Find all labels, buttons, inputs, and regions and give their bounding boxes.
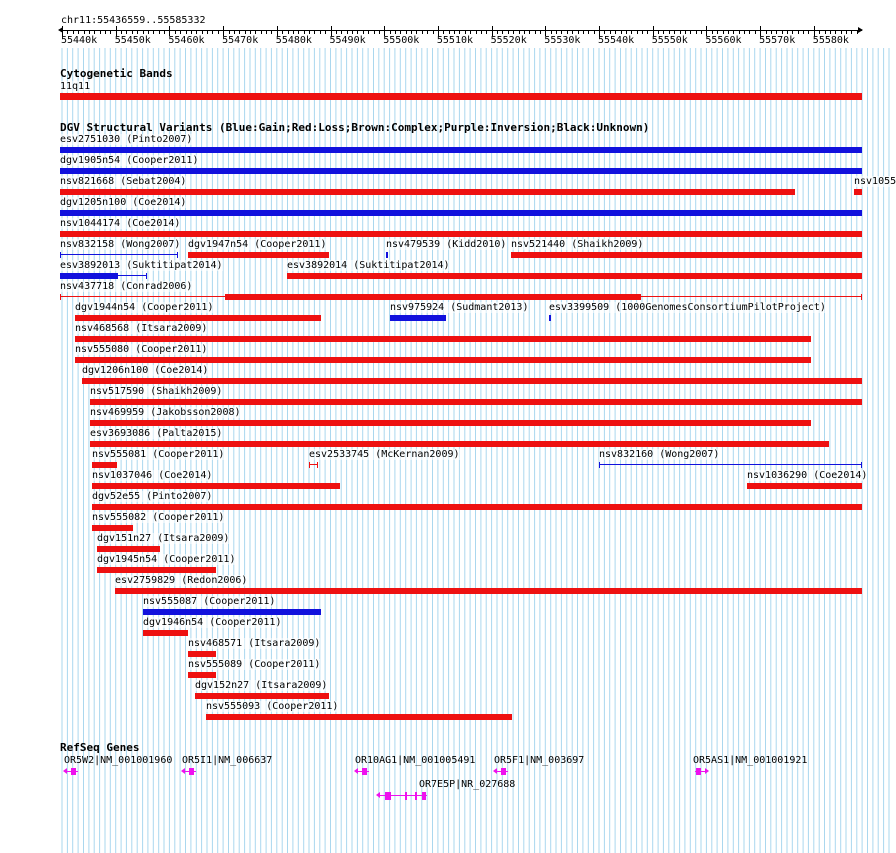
- variant-bar[interactable]: [90, 420, 811, 426]
- variant-label[interactable]: esv3892014 (Suktitipat2014): [287, 260, 450, 271]
- ruler-minor-tick: [196, 31, 197, 34]
- variant-label[interactable]: nsv1044174 (Coe2014): [60, 218, 181, 229]
- ruler-minor-tick: [696, 31, 697, 34]
- gene-label[interactable]: OR5I1|NM_006637: [182, 755, 273, 766]
- variant-bar[interactable]: [60, 210, 862, 216]
- ruler-minor-tick: [637, 31, 638, 34]
- variant-bar[interactable]: [188, 651, 216, 657]
- ruler-minor-tick: [239, 31, 240, 34]
- variant-bar[interactable]: [92, 483, 340, 489]
- ruler-tick-label: 55580k: [812, 35, 849, 46]
- variant-cap: [861, 462, 862, 468]
- ruler-minor-tick: [368, 31, 369, 34]
- variant-cap: [177, 252, 178, 258]
- ruler-minor-tick: [535, 31, 536, 34]
- ruler-minor-tick: [363, 31, 364, 34]
- ruler-tick-label: 55440k: [61, 35, 98, 46]
- ruler-minor-tick: [588, 31, 589, 34]
- ruler-minor-tick: [105, 31, 106, 34]
- ruler-minor-tick: [486, 31, 487, 34]
- ruler-minor-tick: [271, 31, 272, 34]
- gene-arrow-icon: [354, 768, 358, 774]
- ruler-minor-tick: [647, 31, 648, 34]
- variant-label[interactable]: dgv52e55 (Pinto2007): [92, 491, 213, 502]
- variant-bar[interactable]: [60, 273, 118, 279]
- ruler-minor-tick: [803, 31, 804, 34]
- ruler-tick-label: 55550k: [651, 35, 688, 46]
- ruler-minor-tick: [782, 31, 783, 34]
- variant-label[interactable]: nsv437718 (Conrad2006): [60, 281, 193, 292]
- variant-label[interactable]: nsv555082 (Cooper2011): [92, 512, 225, 523]
- variant-bar[interactable]: [60, 254, 178, 255]
- variant-label[interactable]: esv2533745 (McKernan2009): [309, 449, 460, 460]
- ruler-minor-tick: [723, 31, 724, 34]
- ruler-minor-tick: [395, 31, 396, 34]
- ruler-minor-tick: [621, 31, 622, 34]
- variant-label[interactable]: nsv468568 (Itsara2009): [75, 323, 208, 334]
- ruler-minor-tick: [379, 31, 380, 34]
- ruler-minor-tick: [293, 31, 294, 34]
- ruler-tick-label: 55480k: [275, 35, 312, 46]
- ruler-minor-tick: [771, 31, 772, 34]
- ruler-minor-tick: [792, 31, 793, 34]
- variant-label[interactable]: nsv517590 (Shaikh2009): [90, 386, 223, 397]
- ruler-minor-tick: [739, 31, 740, 34]
- variant-label[interactable]: dgv1206n100 (Coe2014): [82, 365, 209, 376]
- ruler-arrow-right-icon: [858, 27, 863, 33]
- ruler-minor-tick: [137, 31, 138, 34]
- variant-label[interactable]: nsv975924 (Sudmant2013): [390, 302, 529, 313]
- ruler-minor-tick: [658, 31, 659, 34]
- variant-label[interactable]: esv2751030 (Pinto2007): [60, 134, 193, 145]
- ruler-minor-tick: [309, 31, 310, 34]
- ruler-minor-tick: [89, 31, 90, 34]
- ruler-minor-tick: [610, 31, 611, 34]
- variant-bar[interactable]: [511, 252, 862, 258]
- ruler-minor-tick: [336, 31, 337, 34]
- ruler-minor-tick: [132, 31, 133, 34]
- ruler-tick-label: 55520k: [490, 35, 527, 46]
- gene-exon[interactable]: [501, 768, 506, 775]
- ruler-minor-tick: [819, 31, 820, 34]
- ruler-minor-tick: [175, 31, 176, 34]
- ruler-minor-tick: [357, 31, 358, 34]
- variant-bar[interactable]: [143, 609, 321, 615]
- variant-bar[interactable]: [206, 714, 512, 720]
- variant-label[interactable]: dgv152n27 (Itsara2009): [195, 680, 328, 691]
- ruler-minor-tick: [540, 31, 541, 34]
- ruler-minor-tick: [100, 31, 101, 34]
- ruler-minor-tick: [835, 31, 836, 34]
- ruler-tick-label: 55470k: [222, 35, 259, 46]
- variant-label[interactable]: nsv555087 (Cooper2011): [143, 596, 276, 607]
- ruler-minor-tick: [465, 31, 466, 34]
- ruler-minor-tick: [416, 31, 417, 34]
- gene-label[interactable]: OR5AS1|NM_001001921: [693, 755, 808, 766]
- gene-arrow-icon: [181, 768, 185, 774]
- ruler-minor-tick: [680, 31, 681, 34]
- ruler-minor-tick: [454, 31, 455, 34]
- variant-bar[interactable]: [92, 504, 862, 510]
- variant-bar[interactable]: [82, 378, 862, 384]
- variant-label[interactable]: esv3693086 (Palta2015): [90, 428, 223, 439]
- variant-bar[interactable]: [225, 294, 641, 300]
- ruler-minor-tick: [470, 31, 471, 34]
- ruler-minor-tick: [755, 31, 756, 34]
- ruler-tick-label: 55450k: [114, 35, 151, 46]
- variant-bar[interactable]: [188, 252, 329, 258]
- variant-bar[interactable]: [386, 252, 388, 258]
- variant-label[interactable]: nsv555093 (Cooper2011): [206, 701, 339, 712]
- ruler-minor-tick: [180, 31, 181, 34]
- variant-label[interactable]: nsv555080 (Cooper2011): [75, 344, 208, 355]
- ruler-minor-tick: [476, 31, 477, 34]
- ruler-minor-tick: [202, 31, 203, 34]
- gene-arrow-icon: [63, 768, 67, 774]
- ruler-minor-tick: [67, 31, 68, 34]
- cytoband-track-title: Cytogenetic Bands: [60, 67, 173, 80]
- ruler-minor-tick: [218, 31, 219, 34]
- ruler-tick-label: 55560k: [705, 35, 742, 46]
- ruler-minor-tick: [674, 31, 675, 34]
- ruler-minor-tick: [212, 31, 213, 34]
- variant-bar[interactable]: [60, 189, 795, 195]
- variant-label[interactable]: nsv468571 (Itsara2009): [188, 638, 321, 649]
- ruler-minor-tick: [143, 31, 144, 34]
- ruler-minor-tick: [325, 31, 326, 34]
- ruler-minor-tick: [320, 31, 321, 34]
- variant-cap: [60, 294, 61, 300]
- variant-cap: [599, 462, 600, 468]
- ruler-minor-tick: [304, 31, 305, 34]
- ruler-minor-tick: [126, 31, 127, 34]
- variant-bar[interactable]: [188, 672, 216, 678]
- ruler-minor-tick: [551, 31, 552, 34]
- ruler-minor-tick: [733, 31, 734, 34]
- cytoband-bar[interactable]: [60, 93, 862, 100]
- ruler-minor-tick: [207, 31, 208, 34]
- ruler-minor-tick: [148, 31, 149, 34]
- variant-bar[interactable]: [60, 231, 862, 237]
- ruler-minor-tick: [298, 31, 299, 34]
- ruler-minor-tick: [626, 31, 627, 34]
- gene-arrow-icon: [705, 768, 709, 774]
- ruler-minor-tick: [94, 31, 95, 34]
- ruler-minor-tick: [411, 31, 412, 34]
- variant-bar[interactable]: [599, 464, 862, 465]
- ruler-minor-tick: [250, 31, 251, 34]
- ruler-minor-tick: [578, 31, 579, 34]
- ruler-minor-tick: [808, 31, 809, 34]
- variant-bar[interactable]: [549, 315, 551, 321]
- ruler-minor-tick: [690, 31, 691, 34]
- ruler-minor-tick: [422, 31, 423, 34]
- variant-label[interactable]: esv3892013 (Suktitipat2014): [60, 260, 223, 271]
- ruler-minor-tick: [519, 31, 520, 34]
- variant-cap: [309, 462, 310, 468]
- ruler-tick-label: 55570k: [759, 35, 796, 46]
- ruler-minor-tick: [153, 31, 154, 34]
- ruler-minor-tick: [400, 31, 401, 34]
- ruler-minor-tick: [572, 31, 573, 34]
- ruler-minor-tick: [594, 31, 595, 34]
- gene-exon[interactable]: [362, 768, 367, 775]
- gene-exon[interactable]: [415, 792, 417, 800]
- ruler-minor-tick: [766, 31, 767, 34]
- variant-label[interactable]: nsv1037046 (Coe2014): [92, 470, 213, 481]
- ruler-minor-tick: [427, 31, 428, 34]
- ruler-tick-label: 55540k: [598, 35, 635, 46]
- ruler-minor-tick: [825, 31, 826, 34]
- ruler-minor-tick: [561, 31, 562, 34]
- gene-arrow-icon: [493, 768, 497, 774]
- variant-bar-thin[interactable]: [118, 275, 147, 276]
- variant-label[interactable]: dgv1905n54 (Cooper2011): [60, 155, 199, 166]
- ruler-tick-label: 55460k: [168, 35, 205, 46]
- ruler-minor-tick: [642, 31, 643, 34]
- dgv-track-title: DGV Structural Variants (Blue:Gain;Red:Loss;Brown:Complex;Purple:Inversion;Black:Unknown): [60, 121, 650, 134]
- variant-label[interactable]: nsv555089 (Cooper2011): [188, 659, 321, 670]
- variant-bar[interactable]: [390, 315, 446, 321]
- ruler-minor-tick: [110, 31, 111, 34]
- ruler-minor-tick: [776, 31, 777, 34]
- variant-label[interactable]: dgv1945n54 (Cooper2011): [97, 554, 236, 565]
- ruler-minor-tick: [341, 31, 342, 34]
- gene-exon[interactable]: [71, 768, 76, 775]
- ruler-minor-tick: [846, 31, 847, 34]
- ruler-minor-tick: [164, 31, 165, 34]
- variant-bar[interactable]: [75, 336, 811, 342]
- ruler-minor-tick: [266, 31, 267, 34]
- variant-bar[interactable]: [195, 693, 329, 699]
- variant-label[interactable]: esv3399509 (1000GenomesConsortiumPilotProject): [549, 302, 826, 313]
- ruler-tick-label: 55530k: [544, 35, 581, 46]
- ruler-minor-tick: [234, 31, 235, 34]
- ruler-minor-tick: [121, 31, 122, 34]
- ruler-minor-tick: [669, 31, 670, 34]
- variant-bar[interactable]: [60, 147, 862, 153]
- variant-bar[interactable]: [97, 567, 216, 573]
- ruler-minor-tick: [631, 31, 632, 34]
- ruler-minor-tick: [186, 31, 187, 34]
- ruler-minor-tick: [604, 31, 605, 34]
- ruler-minor-tick: [73, 31, 74, 34]
- ruler-minor-tick: [497, 31, 498, 34]
- variant-bar[interactable]: [143, 630, 188, 636]
- ruler-minor-tick: [229, 31, 230, 34]
- variant-label[interactable]: nsv479539 (Kidd2010): [386, 239, 507, 250]
- gene-exon[interactable]: [385, 792, 391, 800]
- ruler-minor-tick: [508, 31, 509, 34]
- ruler-minor-tick: [851, 31, 852, 34]
- ruler-minor-tick: [663, 31, 664, 34]
- ruler-minor-tick: [352, 31, 353, 34]
- gene-label[interactable]: OR5F1|NM_003697: [494, 755, 585, 766]
- ruler-minor-tick: [744, 31, 745, 34]
- ruler-minor-tick: [261, 31, 262, 34]
- ruler-minor-tick: [314, 31, 315, 34]
- variant-label[interactable]: nsv1036290 (Coe2014): [747, 470, 868, 481]
- ruler-minor-tick: [583, 31, 584, 34]
- ruler-minor-tick: [529, 31, 530, 34]
- ruler-minor-tick: [685, 31, 686, 34]
- ruler-minor-tick: [749, 31, 750, 34]
- variant-label[interactable]: nsv821668 (Sebat2004): [60, 176, 187, 187]
- variant-cap: [317, 462, 318, 468]
- ruler-minor-tick: [255, 31, 256, 34]
- variant-bar[interactable]: [75, 357, 811, 363]
- variant-bar[interactable]: [90, 441, 829, 447]
- cytoband-label[interactable]: 11q11: [60, 81, 91, 92]
- ruler-minor-tick: [288, 31, 289, 34]
- variant-bar[interactable]: [287, 273, 862, 279]
- ruler-minor-tick: [443, 31, 444, 34]
- ruler-minor-tick: [717, 31, 718, 34]
- ruler-minor-tick: [567, 31, 568, 34]
- ruler-minor-tick: [449, 31, 450, 34]
- ruler-minor-tick: [712, 31, 713, 34]
- ruler-minor-tick: [433, 31, 434, 34]
- variant-label[interactable]: nsv832158 (Wong2007): [60, 239, 181, 250]
- variant-bar[interactable]: [90, 399, 862, 405]
- ruler-minor-tick: [245, 31, 246, 34]
- variant-label[interactable]: dgv1205n100 (Coe2014): [60, 197, 187, 208]
- variant-label[interactable]: nsv1055: [854, 176, 896, 187]
- variant-bar[interactable]: [92, 462, 117, 468]
- gene-label[interactable]: OR7E5P|NR_027688: [419, 779, 516, 790]
- ruler-minor-tick: [830, 31, 831, 34]
- variant-label[interactable]: nsv469959 (Jakobsson2008): [90, 407, 241, 418]
- variant-label[interactable]: nsv555081 (Cooper2011): [92, 449, 225, 460]
- ruler-minor-tick: [191, 31, 192, 34]
- ruler-minor-tick: [406, 31, 407, 34]
- ruler-minor-tick: [347, 31, 348, 34]
- variant-label[interactable]: dgv1947n54 (Cooper2011): [188, 239, 327, 250]
- ruler-minor-tick: [728, 31, 729, 34]
- gene-label[interactable]: OR10AG1|NM_001005491: [355, 755, 476, 766]
- variant-bar[interactable]: [854, 189, 862, 195]
- variant-cap: [60, 252, 61, 258]
- ruler-tick-label: 55510k: [436, 35, 474, 46]
- variant-bar[interactable]: [747, 483, 862, 489]
- ruler-minor-tick: [513, 31, 514, 34]
- ruler-tick-label: 55490k: [329, 35, 366, 46]
- ruler-minor-tick: [159, 31, 160, 34]
- ruler-minor-tick: [524, 31, 525, 34]
- ruler-minor-tick: [459, 31, 460, 34]
- ruler-minor-tick: [390, 31, 391, 34]
- gene-exon[interactable]: [422, 792, 426, 800]
- variant-label[interactable]: dgv151n27 (Itsara2009): [97, 533, 230, 544]
- ruler-minor-tick: [615, 31, 616, 34]
- gene-exon[interactable]: [696, 768, 701, 775]
- variant-label[interactable]: esv2759829 (Redon2006): [115, 575, 248, 586]
- ruler-minor-tick: [374, 31, 375, 34]
- ruler-minor-tick: [556, 31, 557, 34]
- ruler-minor-tick: [502, 31, 503, 34]
- gene-label[interactable]: OR5W2|NM_001001960: [64, 755, 173, 766]
- variant-label[interactable]: dgv1944n54 (Cooper2011): [75, 302, 214, 313]
- variant-label[interactable]: nsv521440 (Shaikh2009): [511, 239, 644, 250]
- variant-bar[interactable]: [97, 546, 160, 552]
- ruler-minor-tick: [84, 31, 85, 34]
- variant-bar[interactable]: [60, 168, 862, 174]
- gene-exon[interactable]: [405, 792, 407, 800]
- variant-label[interactable]: dgv1946n54 (Cooper2011): [143, 617, 282, 628]
- ruler-minor-tick: [841, 31, 842, 34]
- variant-bar[interactable]: [92, 525, 133, 531]
- ruler-minor-tick: [798, 31, 799, 34]
- ruler-minor-tick: [78, 31, 79, 34]
- ruler-minor-tick: [787, 31, 788, 34]
- variant-bar[interactable]: [115, 588, 862, 594]
- variant-cap: [146, 273, 147, 279]
- ruler-minor-tick: [701, 31, 702, 34]
- gene-arrow-icon: [376, 792, 380, 798]
- ruler-minor-tick: [857, 31, 858, 34]
- variant-bar[interactable]: [75, 315, 321, 321]
- variant-label[interactable]: nsv832160 (Wong2007): [599, 449, 720, 460]
- ruler-minor-tick: [481, 31, 482, 34]
- gene-exon[interactable]: [189, 768, 194, 775]
- ruler-tick-label: 55500k: [383, 35, 420, 46]
- variant-cap: [861, 294, 862, 300]
- refseq-track-title: RefSeq Genes: [60, 741, 140, 754]
- ruler-location: chr11:55436559..55585332: [61, 15, 206, 26]
- ruler-minor-tick: [282, 31, 283, 34]
